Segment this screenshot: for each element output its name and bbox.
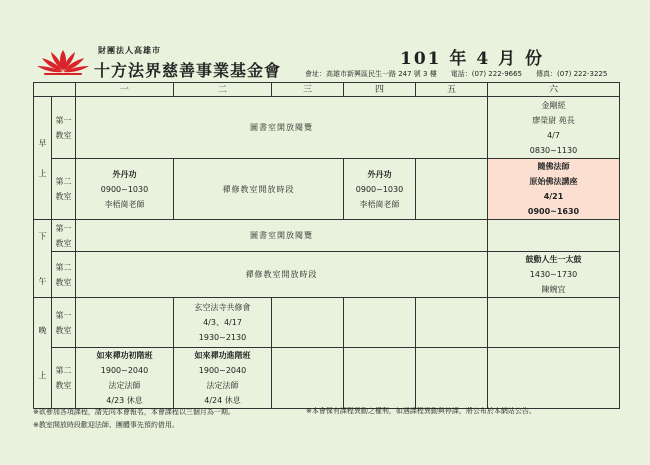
day-header-row (34, 83, 620, 97)
day-header: 四 (344, 83, 416, 97)
meditation-open-cell: 禪修教室開放時段 (76, 252, 488, 298)
day-header: 五 (416, 83, 488, 97)
class-zen-advanced[interactable]: 如來禪功進階班 1900~2040 法定法師 4/24 休息 (174, 348, 272, 409)
note-reservation: ※教室開放時段歡迎法師、團體事先預約借用。 (33, 421, 179, 429)
slot-room2: 第二 教室 (52, 252, 76, 298)
slot-room1: 第一 教室 (52, 298, 76, 348)
afternoon-room1-row (34, 220, 620, 252)
class-xuankong-temple[interactable]: 玄空法寺共修會 4/3、4/17 1930~2130 (174, 298, 272, 348)
day-header: 一 (76, 83, 174, 97)
class-qigong-mon[interactable]: 外丹功 0900~1030 李梧崗老師 (76, 159, 174, 220)
period-morning: 早 上 (34, 97, 52, 220)
slot-room2: 第二 教室 (52, 159, 76, 220)
library-open-cell: 圖書室開放閱覽 (76, 97, 488, 159)
lotus-logo-icon (36, 48, 90, 76)
class-qigong-thu[interactable]: 外丹功 0900~1030 李梧崗老師 (344, 159, 416, 220)
empty-cell (344, 348, 416, 409)
empty-cell (416, 348, 488, 409)
empty-cell (272, 298, 344, 348)
morning-room2-row (34, 159, 620, 220)
month-title: 101 年 4 月 份 (400, 49, 544, 69)
note-changes: ※本會保有課程異動之權利，如遇課程異動與停課，將公布於本網站公告。 (306, 407, 536, 415)
evening-room1-row (34, 298, 620, 348)
corner-cell (34, 83, 76, 97)
period-afternoon: 下 午 (34, 220, 52, 298)
class-buddhism-lecture[interactable]: 隨佛法師 原始佛法講座 4/21 0900~1630 (488, 159, 620, 220)
notes (33, 406, 235, 432)
evening-room2-row (34, 348, 620, 409)
afternoon-room2-row (34, 252, 620, 298)
slot-room1: 第一 教室 (52, 220, 76, 252)
empty-cell (416, 159, 488, 220)
empty-cell (488, 298, 620, 348)
day-header: 六 (488, 83, 620, 97)
empty-cell (488, 348, 620, 409)
org-name: 十方法界慈善事業基金會 (94, 61, 282, 80)
slot-room2: 第二 教室 (52, 348, 76, 409)
morning-room1-row (34, 97, 620, 159)
address-line: 會址：高雄市新興區民生一路 247 號 3 樓 電話：(07) 222-9665 傳真：(07) 222-3225 (305, 70, 608, 78)
org-subtitle: 財團法人高雄市 (98, 46, 161, 55)
class-zen-beginner[interactable]: 如來禪功初階班 1900~2040 法定法師 4/23 休息 (76, 348, 174, 409)
slot-room1: 第一 教室 (52, 97, 76, 159)
day-header: 三 (272, 83, 344, 97)
meditation-open-cell: 禪修教室開放時段 (174, 159, 344, 220)
empty-cell (488, 220, 620, 252)
empty-cell (416, 298, 488, 348)
class-taiko-drum[interactable]: 鼓動人生一太鼓 1430~1730 陳婉宜 (488, 252, 620, 298)
day-header: 二 (174, 83, 272, 97)
empty-cell (272, 348, 344, 409)
empty-cell (344, 298, 416, 348)
class-diamond-sutra[interactable]: 金剛經 廖榮尉 苑長 4/7 0830~1130 (488, 97, 620, 159)
period-evening: 晚 上 (34, 298, 52, 409)
library-open-cell: 圖書室開放閱覽 (76, 220, 488, 252)
schedule-table (33, 82, 620, 409)
note-registration: ※欲參加各項課程，請先向本會報名，本會課程以三個月為一期。 (33, 408, 235, 416)
empty-cell (76, 298, 174, 348)
